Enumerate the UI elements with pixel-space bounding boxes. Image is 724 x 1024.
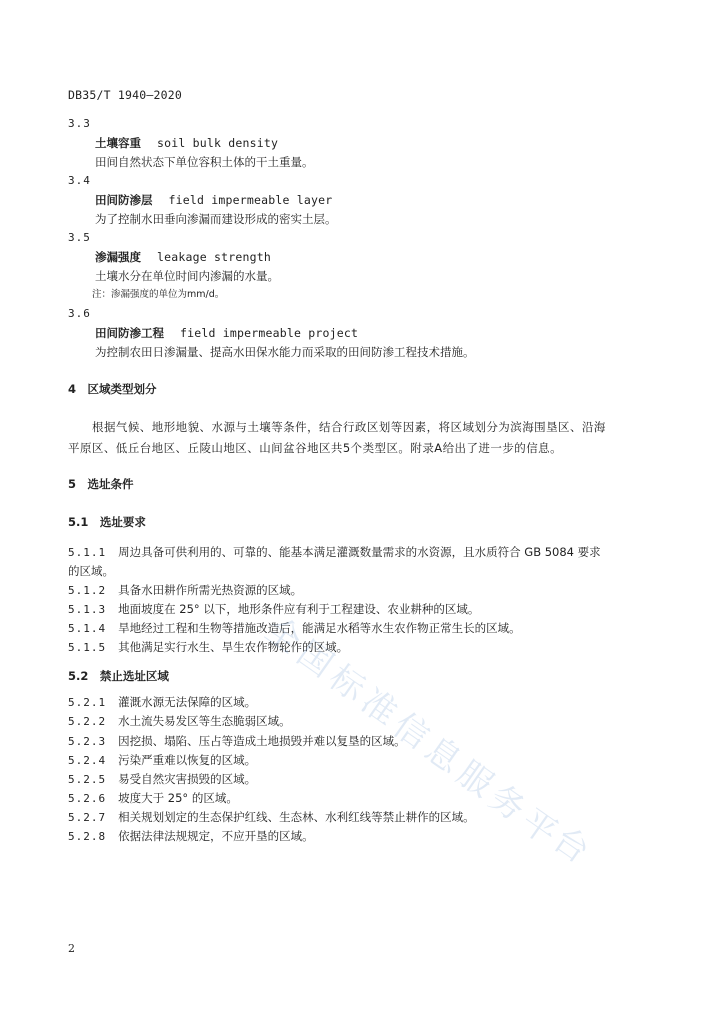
clause-text: 水土流失易发区等生态脆弱区域。 <box>118 714 291 728</box>
clause-number: 5.2.2 <box>68 715 107 728</box>
clause-number: 5.1.2 <box>68 584 107 597</box>
term-en: leakage strength <box>157 250 271 264</box>
clause-number: 5.2.4 <box>68 754 107 767</box>
clause-text: 坡度大于 25° 的区域。 <box>118 791 238 805</box>
section-4-heading: 4 区域类型划分 <box>68 382 157 396</box>
term-zh: 田间防渗工程 <box>95 326 164 340</box>
clause-number: 5.1.5 <box>68 641 107 654</box>
watermark-glyph: 台 <box>545 819 597 872</box>
clause-text: 具备水田耕作所需光热资源的区域。 <box>118 583 303 597</box>
clause-text: 旱地经过工程和生物等措施改造后，能满足水稻等水生农作物正常生长的区域。 <box>118 621 521 635</box>
section-5-1-heading: 5.1 选址要求 <box>68 515 146 529</box>
clause-number: 5.1.4 <box>68 622 107 635</box>
page-number: 2 <box>68 942 75 955</box>
clause-number: 5.2.1 <box>68 696 107 709</box>
term-definition: 土壤水分在单位时间内渗漏的水量。 <box>95 269 279 283</box>
term-note: 注：渗漏强度的单位为mm/d。 <box>92 289 225 300</box>
term-zh: 渗漏强度 <box>95 250 141 264</box>
clause-text: 污染严重难以恢复的区域。 <box>118 753 257 767</box>
term-zh: 田间防渗层 <box>95 193 153 207</box>
watermark-glyph: 准 <box>353 681 405 734</box>
term-number: 3.5 <box>68 231 91 244</box>
term-definition: 为了控制水田垂向渗漏而建设形成的密实土层。 <box>95 212 337 226</box>
clause-5-2-6 <box>68 790 238 807</box>
clause-number: 5.1.3 <box>68 603 107 616</box>
watermark-glyph: 息 <box>417 729 469 782</box>
clause-text: 地面坡度在 25° 以下，地形条件应有利于工程建设、农业耕种的区域。 <box>118 602 480 616</box>
clause-5-1-4 <box>68 620 521 637</box>
term-number: 3.3 <box>68 117 91 130</box>
term-number: 3.6 <box>68 307 91 320</box>
clause-text: 周边具备可供利用的、可靠的、能基本满足灌溉数量需求的水资源，且水质符合 GB 5084 要求 <box>118 545 601 559</box>
clause-text: 相关规划划定的生态保护红线、生态林、水利红线等禁止耕作的区域。 <box>118 810 475 824</box>
watermark-glyph: 平 <box>513 801 565 854</box>
clause-5-2-7 <box>68 809 475 826</box>
clause-5-2-4 <box>68 752 256 769</box>
clause-number: 5.2.6 <box>68 792 107 805</box>
term-title-line <box>95 192 332 208</box>
section-4-paragraph-line2: 平原区、低丘台地区、丘陵山地区、山间盆谷地区共5个类型区。附录A给出了进一步的信息。 <box>68 441 563 455</box>
watermark-glyph: 全 <box>257 609 309 662</box>
clause-text: 灌溉水源无法保障的区域。 <box>118 695 257 709</box>
watermark-glyph: 标 <box>321 657 373 710</box>
watermark-glyph: 国 <box>289 633 341 686</box>
term-definition: 田间自然状态下单位容积土体的干土重量。 <box>95 155 314 169</box>
clause-5-2-8 <box>68 828 314 845</box>
term-title-line <box>95 135 278 151</box>
section-5-2-heading: 5.2 禁止选址区域 <box>68 669 169 683</box>
watermark-glyph: 服 <box>449 753 501 806</box>
term-title-line <box>95 325 358 341</box>
section-5-heading: 5 选址条件 <box>68 477 134 491</box>
clause-5-1-2 <box>68 582 302 599</box>
term-en: field impermeable layer <box>168 193 333 207</box>
clause-text: 因挖损、塌陷、压占等造成土地损毁并难以复垦的区域。 <box>118 734 406 748</box>
section-4-paragraph-line1: 根据气候、地形地貌、水源与土壤等条件，结合行政区划等因素，将区域划分为滨海围垦区、沿海 <box>92 420 606 434</box>
clause-number: 5.2.8 <box>68 830 107 843</box>
watermark-glyph: 务 <box>481 777 533 830</box>
clause-5-2-2 <box>68 713 291 730</box>
clause-number: 5.1.1 <box>68 546 107 559</box>
term-en: soil bulk density <box>157 136 279 150</box>
clause-5-2-5 <box>68 771 256 788</box>
term-en: field impermeable project <box>180 326 359 340</box>
watermark-glyph: 信 <box>385 705 437 758</box>
clause-text: 其他满足实行水生、旱生农作物轮作的区域。 <box>118 640 349 654</box>
clause-5-1-5 <box>68 639 348 656</box>
clause-text: 依据法律法规规定，不应开垦的区域。 <box>118 829 314 843</box>
term-number: 3.4 <box>68 174 91 187</box>
term-definition: 为控制农田日渗漏量、提高水田保水能力而采取的田间防渗工程技术措施。 <box>95 345 475 359</box>
term-zh: 土壤容重 <box>95 136 141 150</box>
clause-5-2-1 <box>68 694 256 711</box>
term-title-line <box>95 249 271 265</box>
clause-continuation: 的区域。 <box>68 564 114 578</box>
doc-id-header: DB35/T 1940—2020 <box>68 88 182 102</box>
clause-text: 易受自然灾害损毁的区域。 <box>118 772 257 786</box>
clause-number: 5.2.7 <box>68 811 107 824</box>
clause-5-1-3 <box>68 601 479 618</box>
clause-5-1-1 <box>68 544 601 561</box>
clause-number: 5.2.3 <box>68 735 107 748</box>
clause-5-2-3 <box>68 733 406 750</box>
clause-number: 5.2.5 <box>68 773 107 786</box>
